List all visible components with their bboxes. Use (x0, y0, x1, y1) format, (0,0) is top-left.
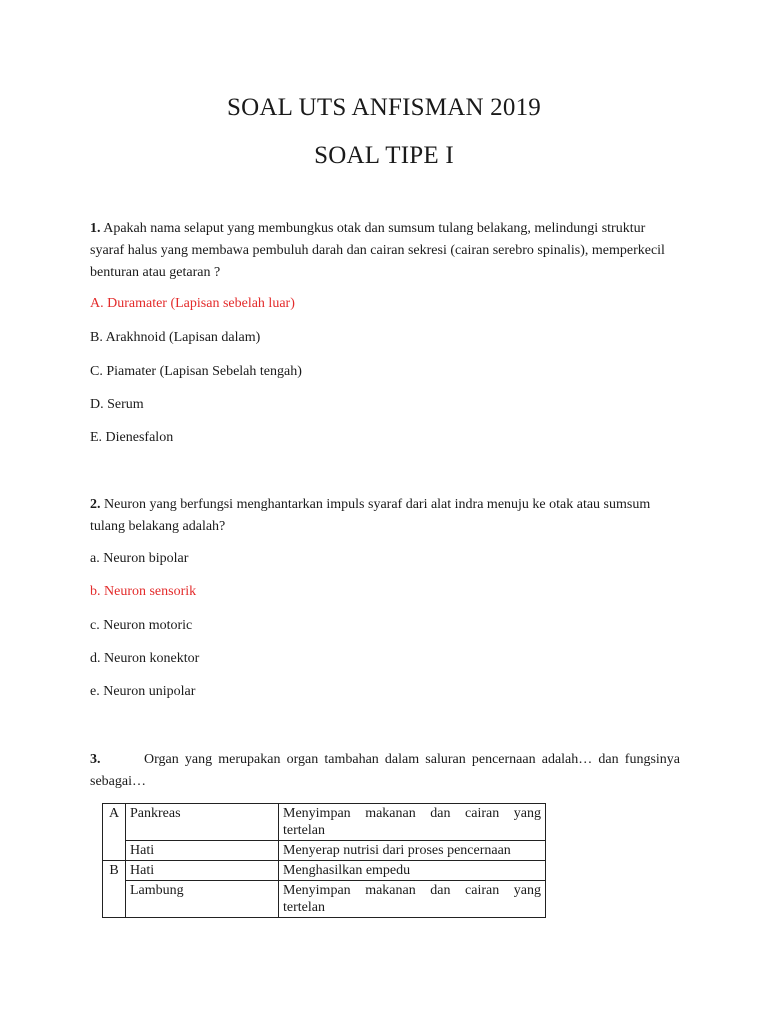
question-2 (90, 494, 680, 538)
option-2d: d. Neuron konektor (90, 651, 200, 666)
question-text: Organ yang merupakan organ tambahan dalam saluran pencernaan adalah… dan fungsinya sebagai… (90, 752, 680, 789)
organ-cell: Lambung (126, 881, 279, 918)
document-subtitle: SOAL TIPE I (314, 142, 454, 169)
option-2a: a. Neuron bipolar (90, 551, 189, 566)
option-letter: B (103, 861, 126, 918)
function-cell: Menghasilkan empedu (279, 861, 546, 881)
option-1b: B. Arakhnoid (Lapisan dalam) (90, 330, 261, 345)
table-row (103, 861, 546, 881)
question-3 (90, 749, 680, 793)
option-2b-correct: b. Neuron sensorik (90, 584, 197, 599)
question-number: 2. (90, 497, 101, 512)
question-text: Apakah nama selaput yang membungkus otak dan sumsum tulang belakang, melindungi struktur syaraf halus yang membawa pembuluh darah dan cairan sekresi (cairan serebro spinalis), memperkecil benturan atau getaran ? (90, 221, 665, 280)
function-cell: Menyimpan makanan dan cairan yang tertelan (279, 804, 546, 841)
question-number: 3. (90, 752, 101, 767)
option-1e: E. Dienesfalon (90, 430, 174, 445)
option-1c: C. Piamater (Lapisan Sebelah tengah) (90, 364, 302, 379)
option-1d: D. Serum (90, 397, 144, 412)
function-cell: Menyerap nutrisi dari proses pencernaan (279, 841, 546, 861)
table-row (103, 804, 546, 841)
organ-cell: Pankreas (126, 804, 279, 841)
function-cell: Menyimpan makanan dan cairan yang tertelan (279, 881, 546, 918)
answer-table (102, 803, 546, 918)
table-row (103, 881, 546, 918)
table-row (103, 841, 546, 861)
question-text: Neuron yang berfungsi menghantarkan impuls syaraf dari alat indra menuju ke otak atau sumsum tulang belakang adalah? (90, 497, 651, 534)
organ-cell: Hati (126, 841, 279, 861)
option-1a-correct: A. Duramater (Lapisan sebelah luar) (90, 296, 295, 311)
question-1 (90, 218, 680, 284)
option-2c: c. Neuron motoric (90, 618, 193, 633)
question-number: 1. (90, 221, 101, 236)
organ-cell: Hati (126, 861, 279, 881)
option-letter: A (103, 804, 126, 861)
document-title: SOAL UTS ANFISMAN 2019 (227, 94, 541, 121)
option-2e: e. Neuron unipolar (90, 684, 196, 699)
